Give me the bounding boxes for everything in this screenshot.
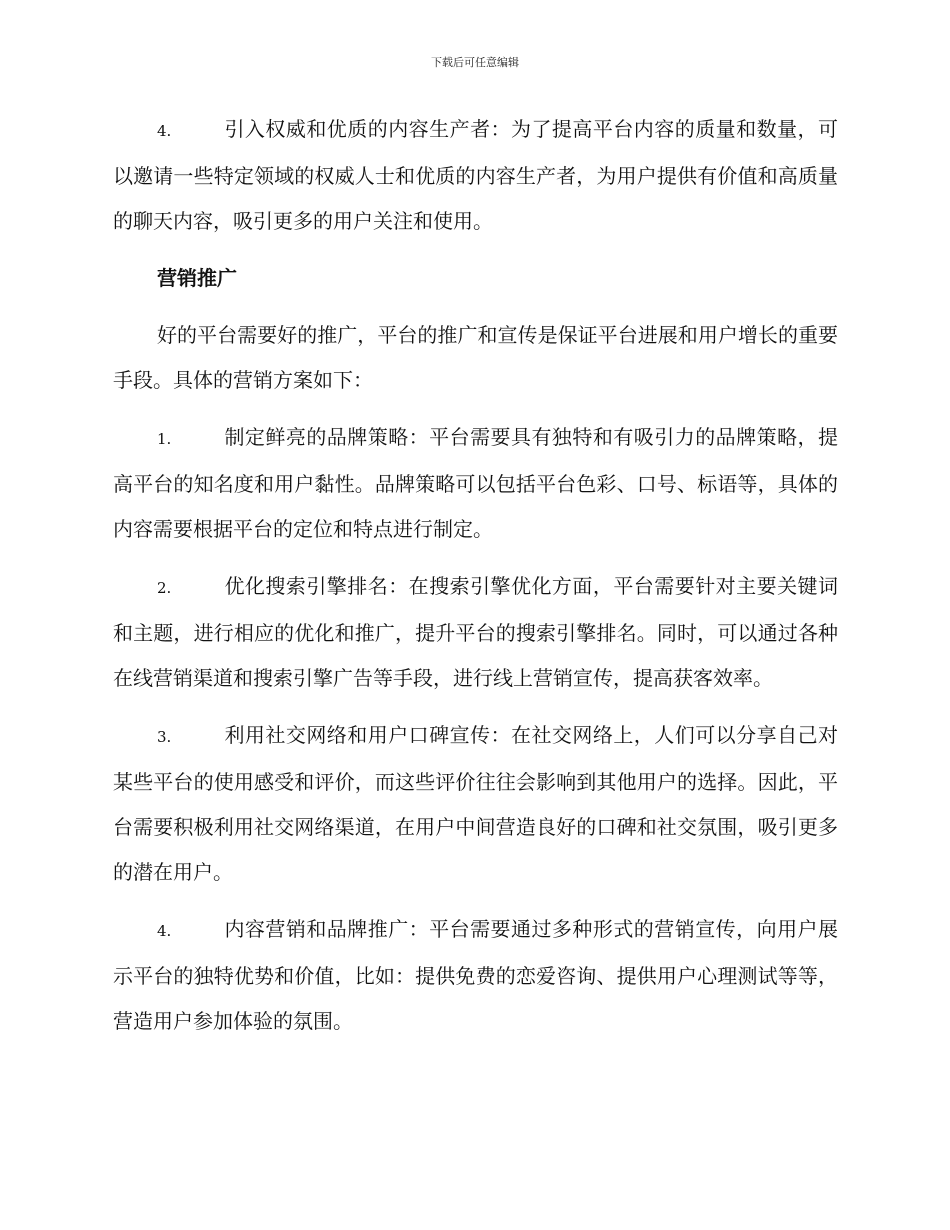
list-item-text: 优化搜索引擎排名：在搜索引擎优化方面，平台需要针对主要关键词和主题，进行相应的优化和推广，提升平台的搜索引擎排名。同时，可以通过各种在线营销渠道和搜索引擎广告等手段，进行线上营销宣传，提高获客效率。 (113, 574, 838, 690)
list-item-text: 引入权威和优质的内容生产者：为了提高平台内容的质量和数量，可以邀请一些特定领域的权威人士和优质的内容生产者，为用户提供有价值和高质量的聊天内容，吸引更多的用户关注和使用。 (113, 117, 838, 233)
list-item-number: 4. (157, 122, 172, 140)
page-header-note: 下载后可任意编辑 (431, 56, 519, 69)
list-item-number: 3. (157, 728, 172, 746)
list-item-text: 内容营销和品牌推广：平台需要通过多种形式的营销宣传，向用户展示平台的独特优势和价值，比如：提供免费的恋爱咨询、提供用户心理测试等等，营造用户参加体验的氛围。 (113, 917, 838, 1033)
list-item-number: 2. (157, 579, 172, 597)
list-item-content-marketing (113, 907, 838, 1044)
section-heading-marketing: 营销推广 (157, 266, 237, 290)
list-item-social-network (113, 713, 838, 895)
list-item-seo (113, 564, 838, 701)
intro-paragraph: 好的平台需要好的推广，平台的推广和宣传是保证平台进展和用户增长的重要手段。具体的营销方案如下： (113, 323, 838, 392)
list-item-text: 制定鲜亮的品牌策略：平台需要具有独特和有吸引力的品牌策略，提高平台的知名度和用户黏性。品牌策略可以包括平台色彩、口号、标语等，具体的内容需要根据平台的定位和特点进行制定。 (113, 425, 838, 541)
list-item-number: 4. (157, 922, 172, 940)
list-item-text: 利用社交网络和用户口碑宣传：在社交网络上，人们可以分享自己对某些平台的使用感受和评价，而这些评价往往会影响到其他用户的选择。因此，平台需要积极利用社交网络渠道，在用户中间营造良好的口碑和社交氛围，吸引更多的潜在用户。 (113, 723, 838, 884)
document-body (113, 107, 838, 1056)
list-item-brand-strategy (113, 415, 838, 552)
list-item-number: 1. (157, 430, 172, 448)
list-item-content-producers (113, 107, 838, 244)
